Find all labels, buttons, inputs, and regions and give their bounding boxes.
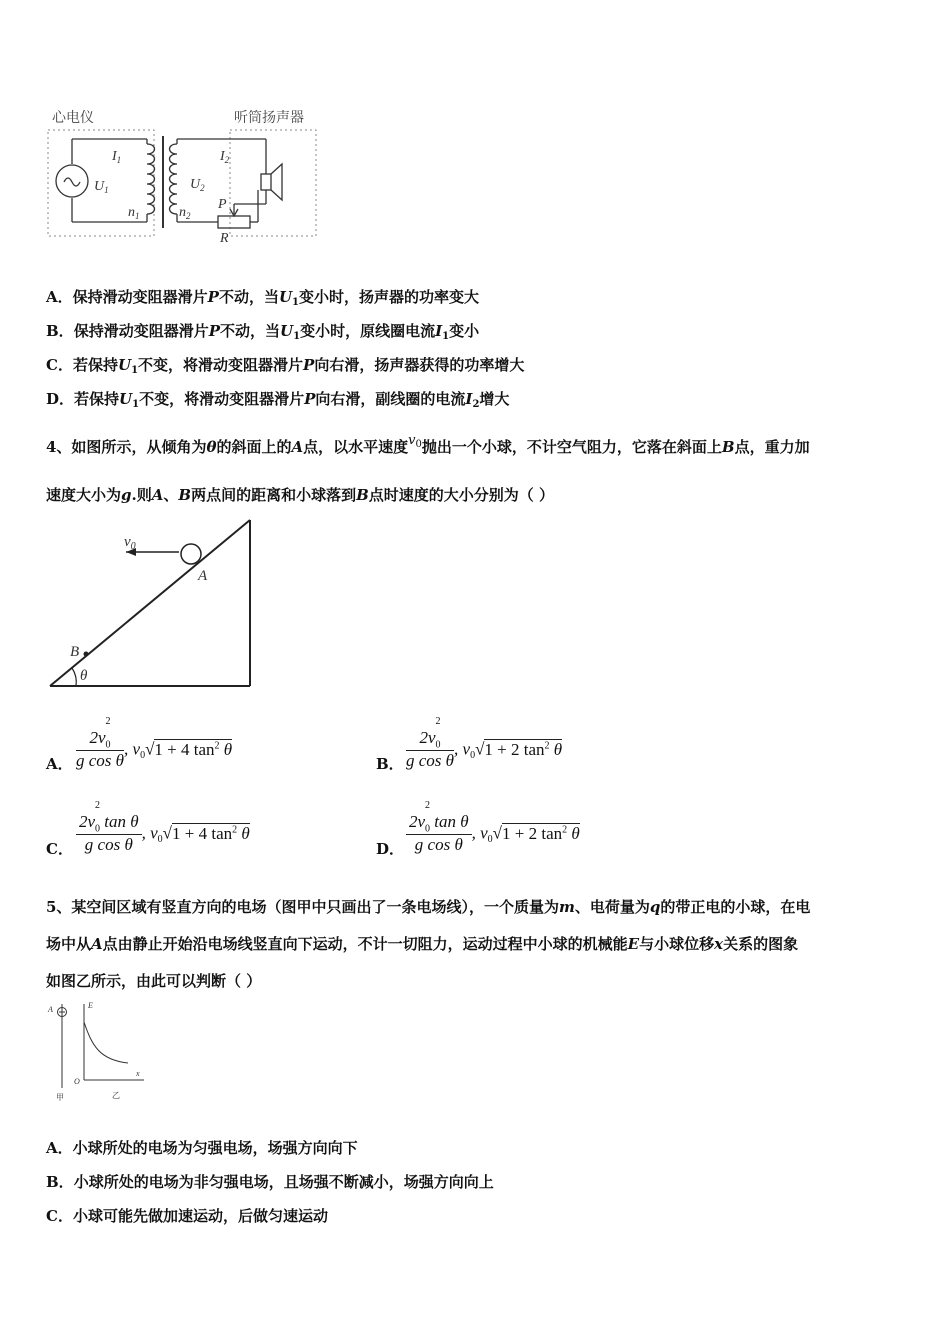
svg-text:v0: $v_0$ bbox=[124, 534, 136, 552]
svg-text:O: O bbox=[74, 1077, 80, 1086]
svg-text:甲: 甲 bbox=[56, 1093, 64, 1102]
speaker-label: 听筒扬声器 bbox=[234, 110, 304, 126]
svg-text:x: x bbox=[136, 1069, 140, 1078]
svg-text:B: B bbox=[70, 644, 80, 660]
ecg-label: 心电仪 bbox=[52, 110, 94, 126]
svg-text:P: P bbox=[218, 197, 227, 212]
transformer-circuit-figure bbox=[44, 104, 320, 246]
q5-option-b: B．小球所处的电场为非匀强电场，且场强不断减小，场强方向向上 bbox=[46, 1173, 494, 1191]
q5-stem-line3: 如图乙所示，由此可以判断（ ） bbox=[46, 972, 262, 990]
svg-text:A: A bbox=[198, 568, 208, 584]
q3-option-b: B．保持滑动变阻器滑片P不动，当$U_1$变小时，原线圈电流$I_1$变小 bbox=[46, 322, 480, 342]
electric-field-figure bbox=[46, 1000, 150, 1104]
q3-option-d: D．若保持$U_1$不变，将滑动变阻器滑片P向右滑，副线圈的电流$I_2$增大 bbox=[46, 390, 510, 410]
svg-text:A: A bbox=[48, 1005, 53, 1014]
svg-text:I1: $I_1$ bbox=[112, 149, 122, 165]
q3-option-a: A．保持滑动变阻器滑片P不动，当$U_1$变小时，扬声器的功率变大 bbox=[46, 288, 480, 308]
svg-text:I2: $I_2$ bbox=[220, 149, 230, 165]
svg-text:E: E bbox=[88, 1001, 93, 1010]
q5-stem-line1: 5、某空间区域有竖直方向的电场（图甲中只画出了一条电场线），一个质量为m、电荷量为q的带正电的小球，在电 bbox=[46, 898, 811, 916]
q4-stem-line1: 4、如图所示，从倾角为θ的斜面上的A点，以水平速度$v^0$抛出一个小球，不计空气阻力，它落在斜面上B点，重力加 bbox=[46, 433, 810, 456]
q3-option-c: C．若保持$U_1$不变，将滑动变阻器滑片P向右滑，扬声器获得的功率增大 bbox=[46, 356, 525, 376]
q5-option-c: C．小球可能先做加速运动，后做匀速运动 bbox=[46, 1207, 328, 1225]
svg-text:U2: $U_2$ bbox=[190, 177, 205, 193]
q5-stem-line2: 场中从A点由静止开始沿电场线竖直向下运动，不计一切阻力，运动过程中小球的机械能E与小球位移x关系的图象 bbox=[46, 935, 799, 953]
q4-stem-line2: 速度大小为g.则A、B两点间的距离和小球落到B点时速度的大小分别为（ ） bbox=[46, 486, 555, 504]
q5-option-a: A．小球所处的电场为匀强电场，场强方向向下 bbox=[46, 1139, 358, 1157]
svg-text:U1: $U_1$ bbox=[94, 179, 109, 195]
svg-text:乙: 乙 bbox=[112, 1091, 120, 1100]
incline-figure bbox=[46, 518, 256, 692]
svg-text:θ: θ bbox=[80, 668, 88, 684]
svg-text:n2: $n_2$ bbox=[179, 205, 191, 221]
svg-text:R: R bbox=[220, 231, 229, 246]
svg-text:n1: $n_1$ bbox=[128, 205, 140, 221]
